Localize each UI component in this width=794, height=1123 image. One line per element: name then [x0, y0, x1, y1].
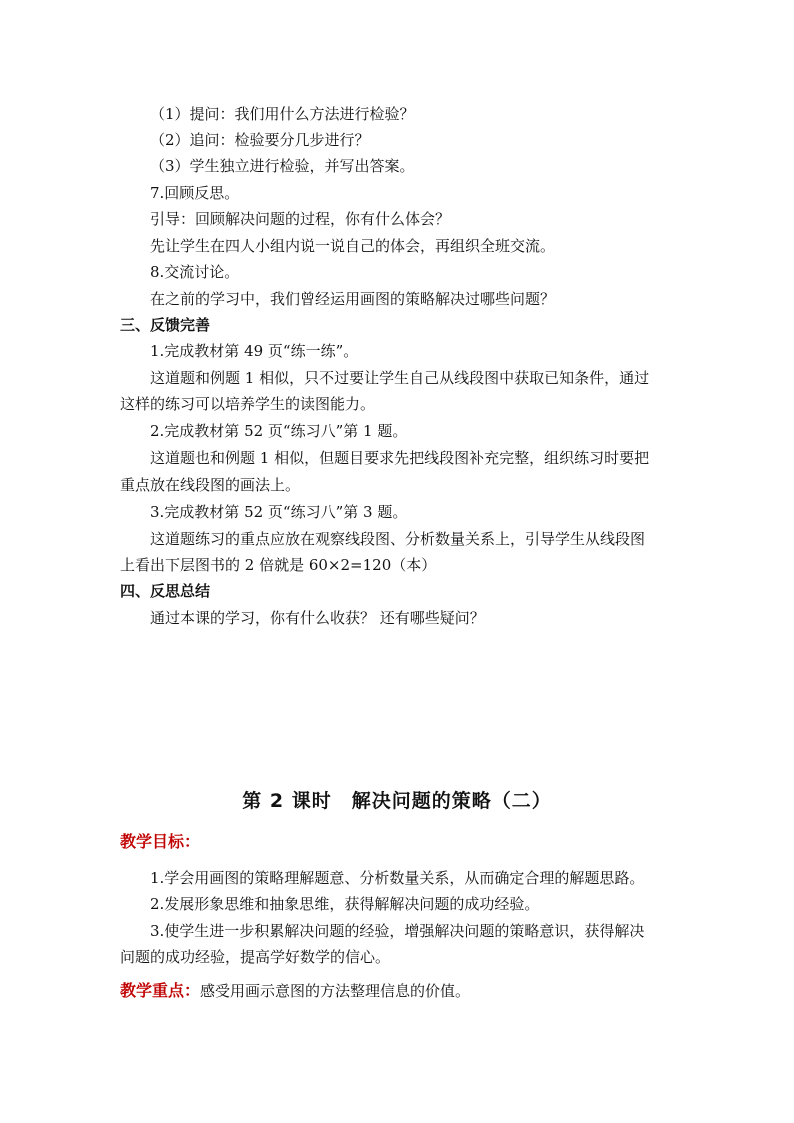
guide-text: 引导：回顾解决问题的过程，你有什么体会？	[150, 210, 451, 228]
section-3-item-2: 2.完成教材第 52 页“练习八”第 1 题。	[150, 422, 408, 440]
discuss-text: 先让学生在四人小组内说一说自己的体会，再组织全班交流。	[150, 237, 556, 255]
section-3-heading: 三、反馈完善	[120, 316, 211, 334]
step-8: 8.交流讨论。	[150, 263, 240, 281]
key-point-row	[120, 980, 470, 1002]
question-2: （2）追问：检验要分几步进行？	[150, 131, 370, 149]
goal-2: 2.发展形象思维和抽象思维，获得解解决问题的成功经验。	[150, 895, 540, 913]
lesson-title: 第 2 课时 解决问题的策略（二）	[242, 790, 552, 812]
section-3-item-3-desc-b: 上看出下层图书的 2 倍就是 60×2=120（本）	[120, 556, 437, 574]
section-3-item-1-desc-a: 这道题和例题 1 相似，只不过要让学生自己从线段图中获取已知条件，通过	[150, 369, 650, 387]
step-7: 7.回顾反思。	[150, 184, 240, 202]
key-point-label: 教学重点：	[120, 981, 201, 1000]
question-1: （1）提问：我们用什么方法进行检验？	[150, 105, 415, 123]
goals-label: 教学目标：	[120, 832, 201, 851]
section-3-item-1-desc-b: 这样的练习可以培养学生的读图能力。	[120, 395, 376, 413]
key-point-text: 感受用画示意图的方法整理信息的价值。	[200, 982, 471, 1000]
question-3: （3）学生独立进行检验，并写出答案。	[150, 157, 415, 175]
section-3-item-3: 3.完成教材第 52 页“练习八”第 3 题。	[150, 503, 408, 521]
section-4-heading: 四、反思总结	[120, 582, 211, 600]
section-3-item-2-desc-a: 这道题也和例题 1 相似，但题目要求先把线段图补充完整，组织练习时要把	[150, 449, 650, 467]
goal-3-a: 3.使学生进一步积累解决问题的经验，增强解决问题的策略意识，获得解决	[150, 922, 645, 940]
goal-3-b: 问题的成功经验，提高学好数学的信心。	[120, 948, 391, 966]
section-3-item-1: 1.完成教材第 49 页“练一练”。	[150, 342, 359, 360]
section-3-item-2-desc-b: 重点放在线段图的画法上。	[120, 476, 301, 494]
section-4-text: 通过本课的学习，你有什么收获？ 还有哪些疑问？	[150, 609, 485, 627]
section-3-item-3-desc-a: 这道题练习的重点应放在观察线段图、分析数量关系上，引导学生从线段图	[150, 530, 646, 548]
question-8: 在之前的学习中，我们曾经运用画图的策略解决过哪些问题？	[150, 290, 556, 308]
goal-1: 1.学会用画图的策略理解题意、分析数量关系，从而确定合理的解题思路。	[150, 869, 645, 887]
